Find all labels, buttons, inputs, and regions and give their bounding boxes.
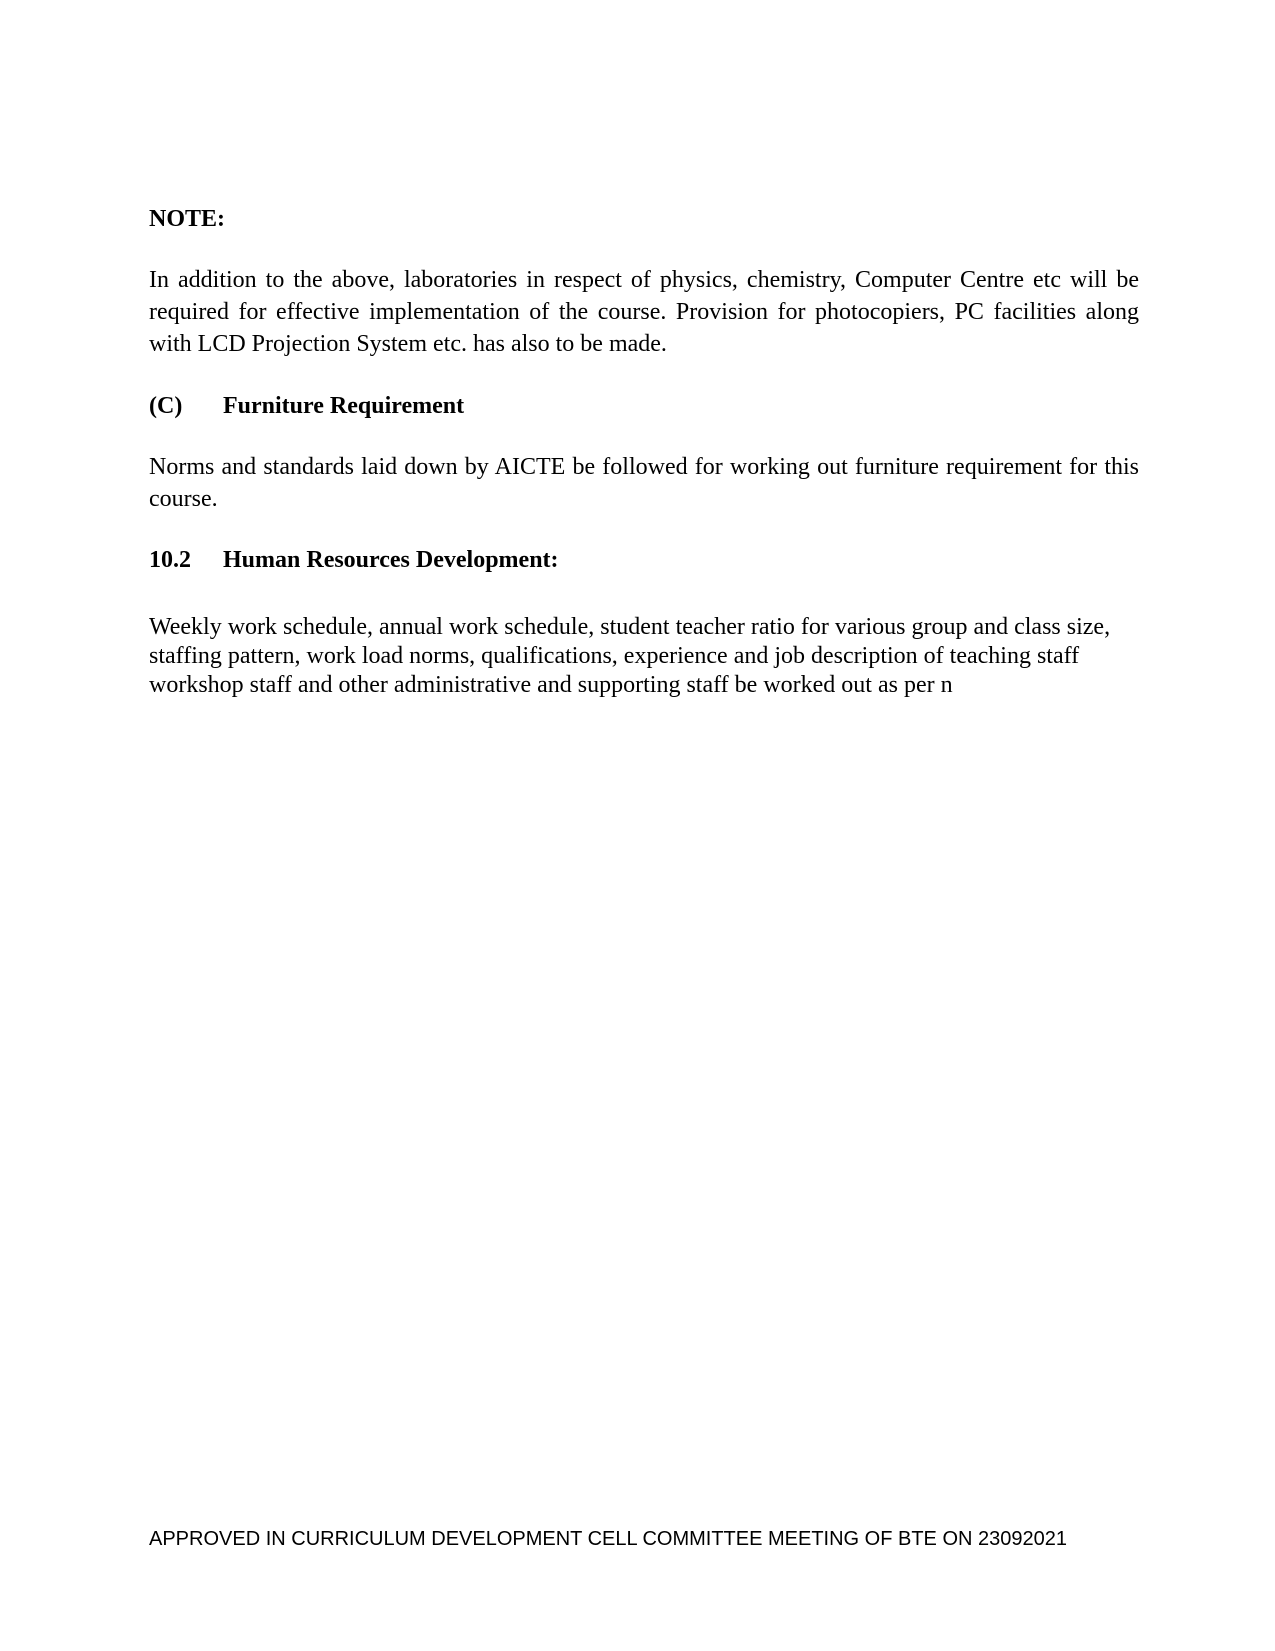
furniture-section-heading bbox=[149, 390, 464, 422]
furniture-section-number: (C) bbox=[149, 393, 183, 419]
hrd-section-number: 10.2 bbox=[149, 547, 191, 573]
page-footer: APPROVED IN CURRICULUM DEVELOPMENT CELL COMMITTEE MEETING OF BTE ON 23092021 bbox=[149, 1528, 1067, 1550]
hrd-section-heading bbox=[149, 544, 559, 576]
hrd-section-title: Human Resources Development: bbox=[223, 547, 559, 573]
furniture-paragraph: Norms and standards laid down by AICTE be followed for working out furniture requirement for this course. bbox=[149, 454, 1139, 512]
hrd-paragraph: Weekly work schedule, annual work schedule, student teacher ratio for various group and class size, staffing pattern, work load norms, qualifications, experience and job description of teaching staff workshop staff and other administrative and supporting staff be worked out as per n bbox=[149, 614, 1111, 698]
furniture-section-title: Furniture Requirement bbox=[223, 393, 465, 419]
note-heading: NOTE: bbox=[149, 206, 226, 232]
note-paragraph: In addition to the above, laboratories in respect of physics, chemistry, Computer Centre etc will be required for effective implementation of the course. Provision for photocopiers, PC facilities along with LCD Projection System etc. has also to be made. bbox=[149, 267, 1139, 357]
